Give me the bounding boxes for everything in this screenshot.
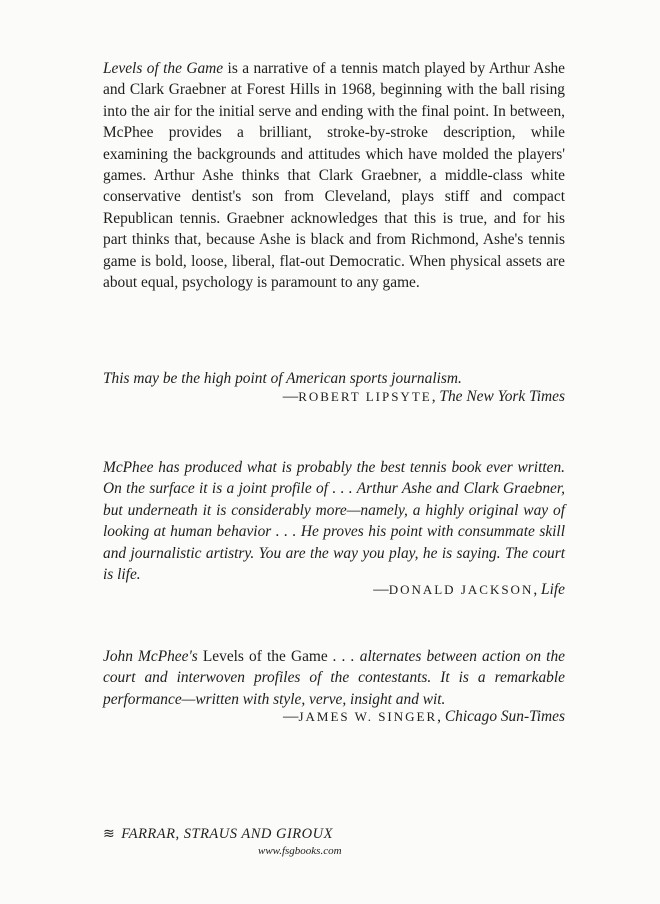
review-attribution-2: —DONALD JACKSON, Life — [373, 581, 565, 598]
review-attribution-3: —JAMES W. SINGER, Chicago Sun-Times — [283, 708, 565, 725]
book-description-text: is a narrative of a tennis match played by Arthur Ashe and Clark Graebner at Forest Hills in 1968, beginning with the ball rising into the air for the initial serve and ending with the final point. In between, McPhee provides a brilliant, stroke-by-stroke description, while examining the backgrounds and attitudes which have molded the players' games. Arthur Ashe thinks that Clark Graebner, a middle-class white conservative dentist's son from Cleveland, plays stiff and compact Republican tennis. Graebner acknowledges that this is true, and for his part thinks that, because Ashe is black and from Richmond, Ashe's tennis game is bold, loose, liberal, flat-out Democratic. When physical assets are about equal, psychology is paramount to any game. — [103, 60, 565, 292]
reviewer-name: ROBERT LIPSYTE — [298, 389, 432, 404]
book-title-italic: Levels of the Game — [103, 60, 224, 77]
publication-name: The New York Times — [439, 388, 565, 405]
review-attribution-1: —ROBERT LIPSYTE, The New York Times — [282, 388, 565, 405]
book-description — [103, 58, 565, 293]
reviewer-name: DONALD JACKSON — [388, 582, 534, 597]
review-quote-2: McPhee has produced what is probably the best tennis book ever written. On the surface it is a joint profile of . . . Arthur Ashe and Clark Graebner, but underneath it is considerably more—namely, a highly original way of looking at human behavior . . . He proves his point with consummate skill and journalistic artistry. You are the way you play, he is saying. The court is life. — [103, 459, 565, 584]
book-title-upright: Levels of the Game — [202, 648, 328, 665]
publisher-imprint — [103, 826, 333, 843]
publisher-name: FARRAR, STRAUS AND GIROUX — [121, 826, 333, 842]
publication-name: Chicago Sun-Times — [444, 708, 565, 725]
review-quote-3: John McPhee's Levels of the Game . . . alternates between action on the court and interwoven profiles of the contestants. It is a remarkable performance—written with style, verve, insight and wit. — [103, 648, 565, 708]
publication-name: Life — [541, 581, 565, 598]
fsg-logo-icon: ≋ — [103, 827, 116, 842]
review-quote-1: This may be the high point of American sports journalism. — [103, 370, 462, 387]
reviewer-name: JAMES W. SINGER — [298, 709, 438, 724]
publisher-url: www.fsgbooks.com — [258, 845, 342, 857]
